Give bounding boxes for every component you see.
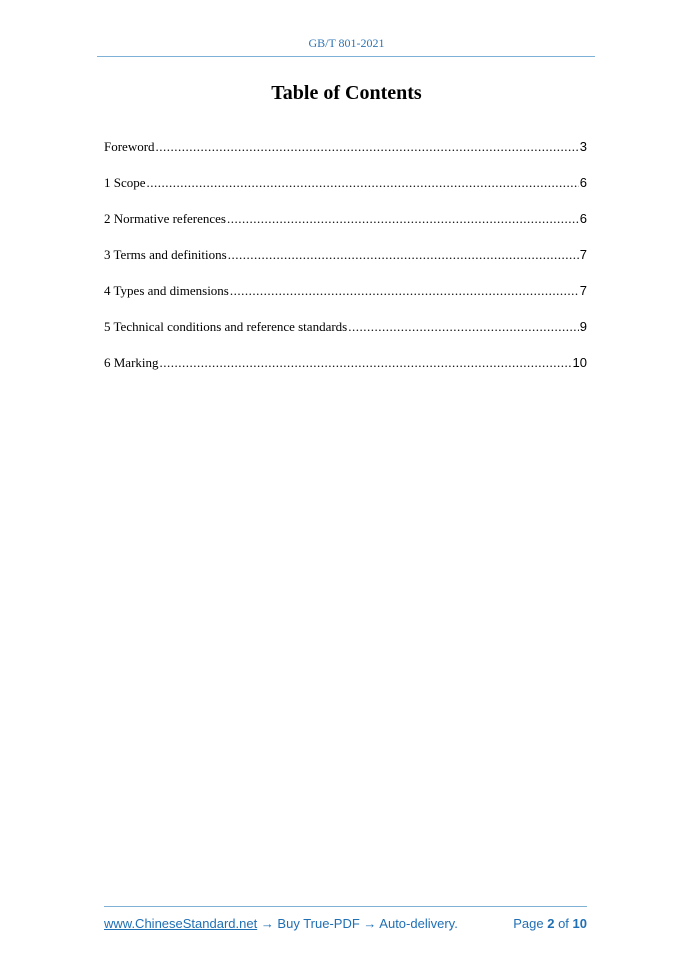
toc-entry-page: 9	[579, 319, 587, 334]
dot-leader	[227, 210, 579, 228]
of-label: of	[558, 916, 569, 931]
table-of-contents	[104, 138, 587, 390]
toc-entry-page: 7	[579, 247, 587, 262]
toc-entry-types-and-dimensions[interactable]	[104, 282, 587, 318]
toc-entry-label: 2 Normative references	[104, 211, 226, 226]
total-pages-number: 10	[572, 916, 587, 931]
toc-entry-label: Foreword	[104, 139, 155, 154]
dot-leader	[160, 354, 572, 372]
toc-entry-scope[interactable]	[104, 174, 587, 210]
toc-entry-foreword[interactable]	[104, 138, 587, 174]
toc-entry-label: 4 Types and dimensions	[104, 283, 229, 298]
toc-entry-label: 3 Terms and definitions	[104, 247, 227, 262]
dot-leader	[348, 318, 579, 336]
dot-leader	[230, 282, 579, 300]
footer-divider	[104, 906, 587, 907]
document-id: GB/T 801-2021	[308, 36, 385, 50]
toc-entry-marking[interactable]	[104, 354, 587, 390]
footer-promo	[104, 916, 458, 931]
toc-entry-technical-conditions[interactable]	[104, 318, 587, 354]
page-footer	[104, 916, 587, 931]
page-number	[513, 916, 587, 931]
toc-entry-page: 7	[579, 283, 587, 298]
toc-entry-page: 6	[579, 211, 587, 226]
current-page-number: 2	[547, 916, 555, 931]
header-divider	[97, 56, 595, 57]
website-link[interactable]: www.ChineseStandard.net	[104, 916, 258, 931]
toc-entry-page: 10	[572, 355, 587, 370]
page-label: Page	[513, 916, 544, 931]
dot-leader	[156, 138, 579, 156]
page-header	[0, 36, 693, 51]
toc-entry-label: 5 Technical conditions and reference standards	[104, 319, 348, 334]
dot-leader	[228, 246, 579, 264]
toc-entry-terms-and-definitions[interactable]	[104, 246, 587, 282]
toc-entry-normative-references[interactable]	[104, 210, 587, 246]
dot-leader	[147, 174, 579, 192]
toc-entry-page: 3	[579, 139, 587, 154]
toc-entry-label: 1 Scope	[104, 175, 146, 190]
page-title: Table of Contents	[271, 82, 422, 104]
toc-entry-page: 6	[579, 175, 587, 190]
promo-text: → Buy True-PDF → Auto-delivery.	[257, 916, 458, 931]
toc-entry-label: 6 Marking	[104, 355, 159, 370]
